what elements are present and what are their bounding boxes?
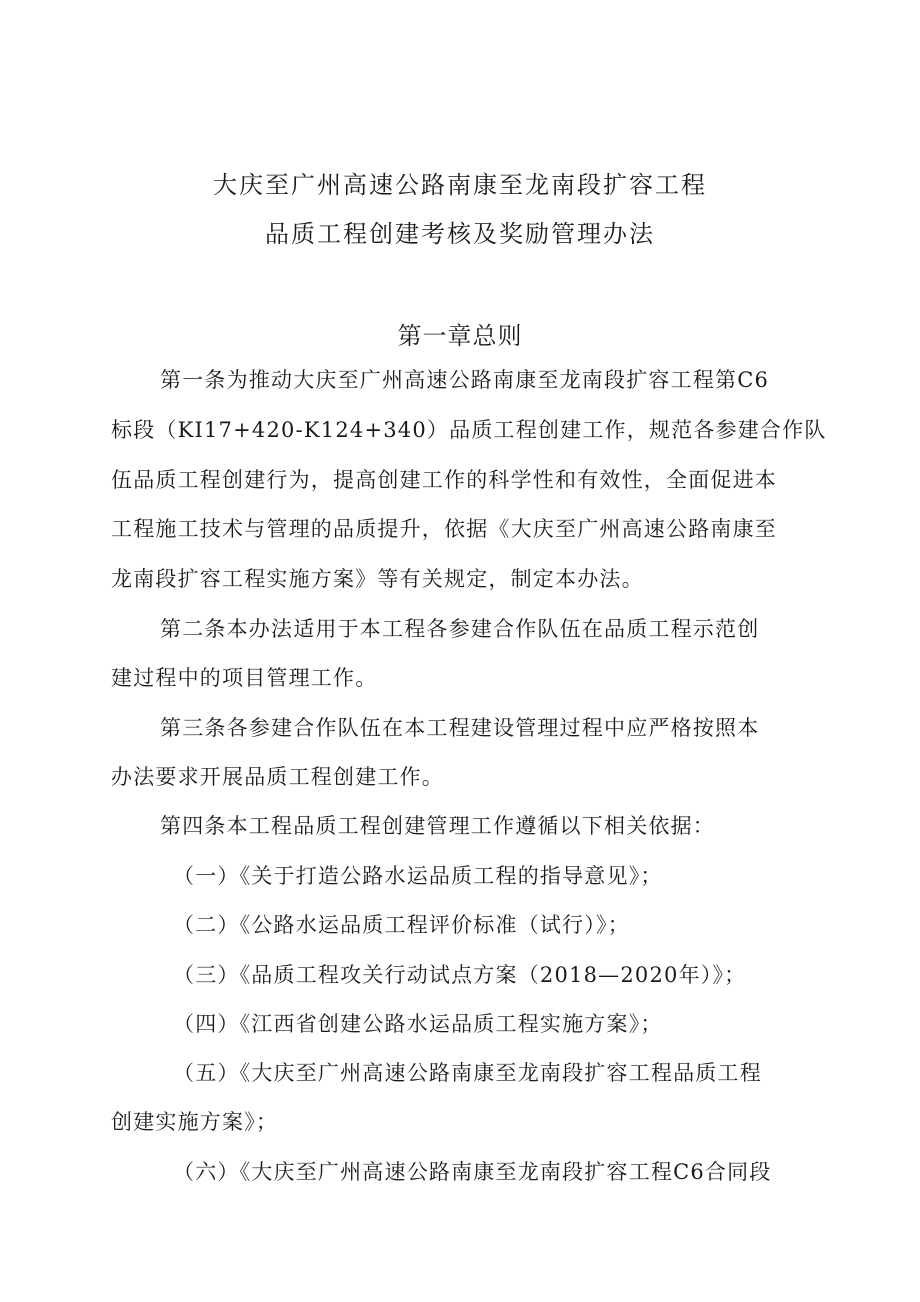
article-1-line-2: 标段（KI17+420-K124+340）品质工程创建工作，规范各参建合作队 — [111, 418, 827, 442]
article-1-line-3: 伍品质工程创建行为，提高创建工作的科学性和有效性，全面促进本 — [111, 468, 777, 492]
article-1-line-4: 工程施工技术与管理的品质提升，依据《大庆至广州高速公路南康至 — [111, 517, 777, 541]
chapter-heading: 第一章总则 — [397, 322, 523, 350]
article-4-item-5-line-2: 创建实施方案》； — [111, 1110, 279, 1134]
article-4-item-3: （三）《品质工程攻关行动试点方案（2018—2020年）》； — [173, 963, 747, 987]
article-4-item-5-line-1: （五）《大庆至广州高速公路南康至龙南段扩容工程品质工程 — [173, 1061, 762, 1085]
article-2-line-1: 第二条本办法适用于本工程各参建合作队伍在品质工程示范创 — [160, 617, 760, 641]
article-4-item-4: （四）《江西省创建公路水运品质工程实施方案》； — [173, 1012, 663, 1036]
document-title-line-2: 品质工程创建考核及奖励管理办法 — [265, 220, 655, 248]
document-title-line-1: 大庆至广州高速公路南康至龙南段扩容工程 — [213, 171, 707, 199]
article-3-line-1: 第三条各参建合作队伍在本工程建设管理过程中应严格按照本 — [160, 716, 760, 740]
article-1-line-1: 第一条为推动大庆至广州高速公路南康至龙南段扩容工程第C6 — [160, 368, 770, 392]
article-4-line-1: 第四条本工程品质工程创建管理工作遵循以下相关依据： — [160, 814, 715, 838]
article-4-item-1: （一）《关于打造公路水运品质工程的指导意见》； — [173, 864, 663, 888]
article-4-item-2: （二）《公路水运品质工程评价标准（试行）》； — [173, 913, 630, 937]
article-4-item-6-line-1: （六）《大庆至广州高速公路南康至龙南段扩容工程C6合同段 — [173, 1160, 772, 1184]
article-1-line-5: 龙南段扩容工程实施方案》等有关规定，制定本办法。 — [111, 567, 644, 591]
article-2-line-2: 建过程中的项目管理工作。 — [111, 666, 378, 690]
article-3-line-2: 办法要求开展品质工程创建工作。 — [111, 765, 444, 789]
